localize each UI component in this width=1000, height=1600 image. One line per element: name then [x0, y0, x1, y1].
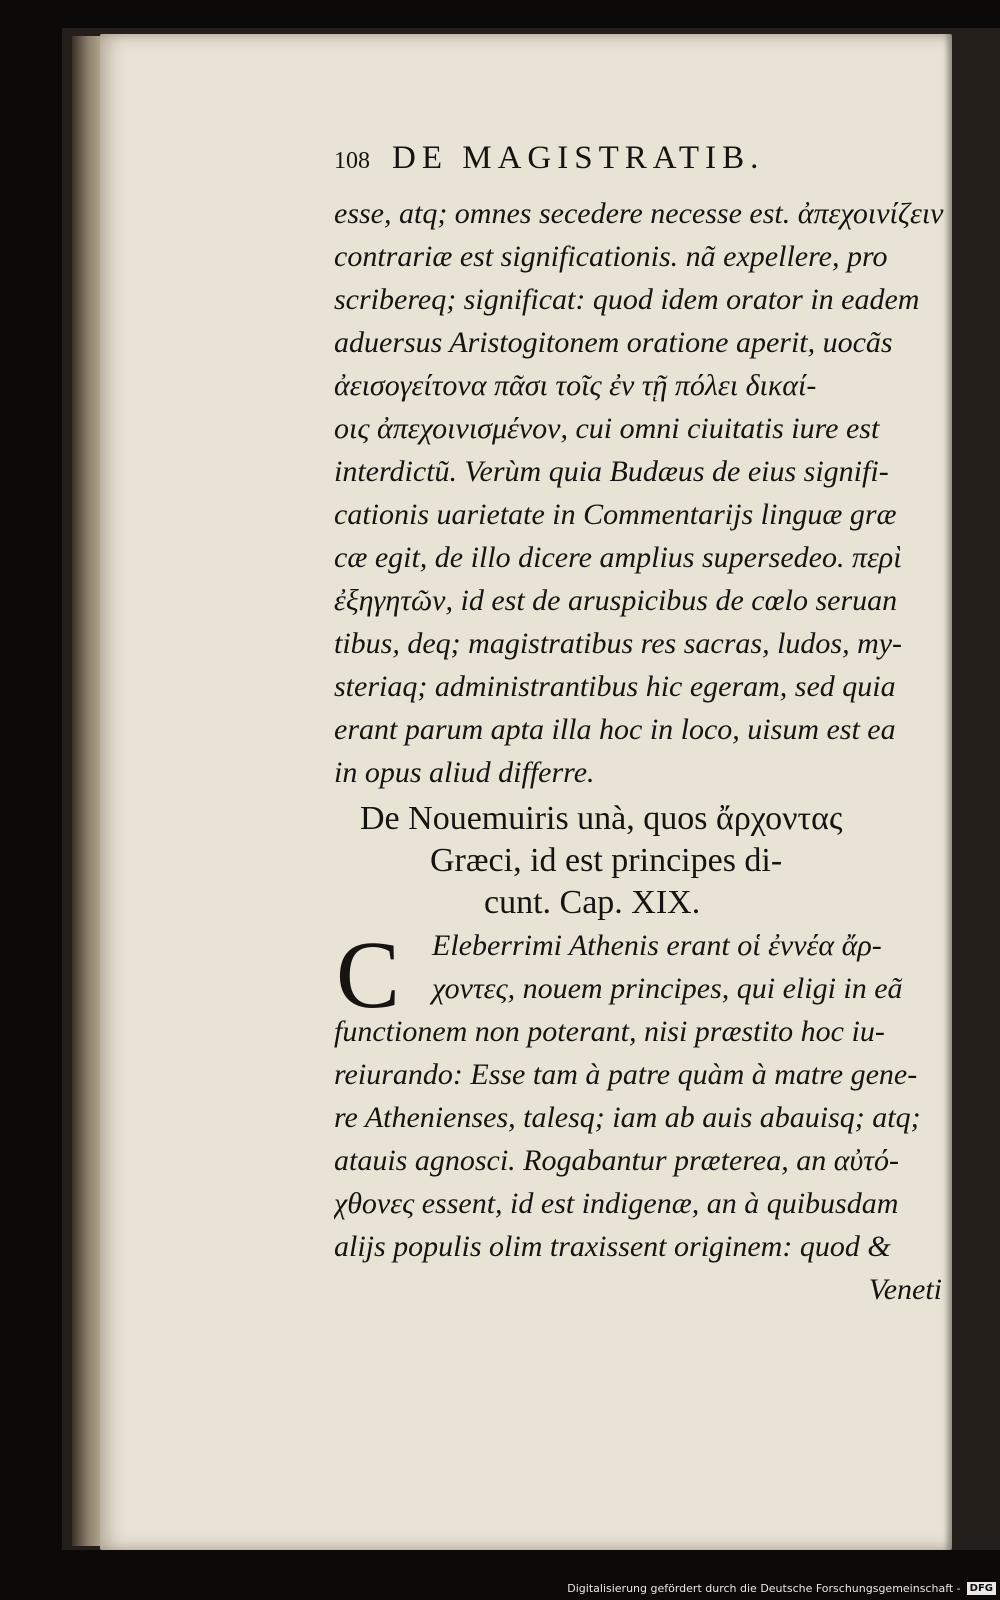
text-line: functionem non poterant, nisi præstito hoc iu-	[334, 1015, 885, 1048]
running-head	[334, 140, 948, 192]
text-line: scribereq; significat: quod idem orator in eadem	[334, 283, 920, 316]
chapter-paragraph	[334, 921, 948, 1268]
text-line: ἀεισογείτονα πᾶσι τοῖς ἐν τῇ πόλει δικαί-	[334, 369, 817, 402]
chapter-heading-line: cunt. Cap. XIX.	[484, 884, 701, 921]
page-number: 108	[334, 148, 370, 174]
digitization-footer	[0, 1576, 1000, 1600]
text-line: tibus, deq; magistratibus res sacras, ludos, my-	[334, 627, 903, 660]
text-line: aduersus Aristogitonem oratione aperit, uocãs	[334, 326, 893, 359]
chapter-heading-line: De Nouemuiris unà, quos ἄρχοντας	[360, 800, 843, 837]
text-line: alijs populis olim traxissent originem: quod &	[334, 1230, 891, 1263]
drop-capital: C	[336, 921, 401, 1028]
text-line: re Athenienses, talesq; iam ab auis abauisq; atq;	[334, 1101, 921, 1134]
text-line: interdictũ. Verùm quia Budæus de eius signifi-	[334, 455, 889, 488]
text-line: χοντες, nouem principes, qui eligi in eã	[432, 972, 903, 1005]
text-block	[334, 140, 948, 1311]
chapter-heading-line: Græci, id est principes di-	[430, 842, 783, 879]
body-paragraph	[334, 192, 948, 794]
text-line: cæ egit, de illo dicere amplius supersedeo. περὶ	[334, 541, 902, 574]
text-line: χθονες essent, id est indigenæ, an à quibusdam	[334, 1187, 899, 1220]
text-line: erant parum apta illa hoc in loco, uisum est ea	[334, 713, 896, 746]
chapter-heading	[334, 798, 948, 924]
text-line: ἐξηγητῶν, id est de aruspicibus de cœlo seruan	[334, 584, 898, 617]
text-line: esse, atq; omnes secedere necesse est. ἀπεχοινίζειν	[334, 197, 944, 230]
text-line: οις ἀπεχοινισμένον, cui omni ciuitatis iure est	[334, 412, 880, 445]
text-line: Eleberrimi Athenis erant οἱ ἐννέα ἄρ-	[432, 929, 882, 962]
text-line: contrariæ est significationis. nã expellere, pro	[334, 240, 888, 273]
text-line: reiurando: Esse tam à patre quàm à matre gene-	[334, 1058, 918, 1091]
text-line: atauis agnosci. Rogabantur præterea, an αὐτό-	[334, 1144, 899, 1177]
dfg-logo-icon: DFG	[967, 1582, 996, 1595]
text-line: steriaq; administrantibus hic egeram, sed quia	[334, 670, 896, 703]
footer-credit: Digitalisierung gefördert durch die Deutsche Forschungsgemeinschaft -	[567, 1581, 961, 1595]
text-line: cationis uarietate in Commentarijs linguæ græ	[334, 498, 897, 531]
catchword: Veneti	[868, 1273, 942, 1306]
running-title: DE MAGISTRATIB.	[392, 140, 765, 176]
text-line: in opus aliud differre.	[334, 756, 595, 789]
